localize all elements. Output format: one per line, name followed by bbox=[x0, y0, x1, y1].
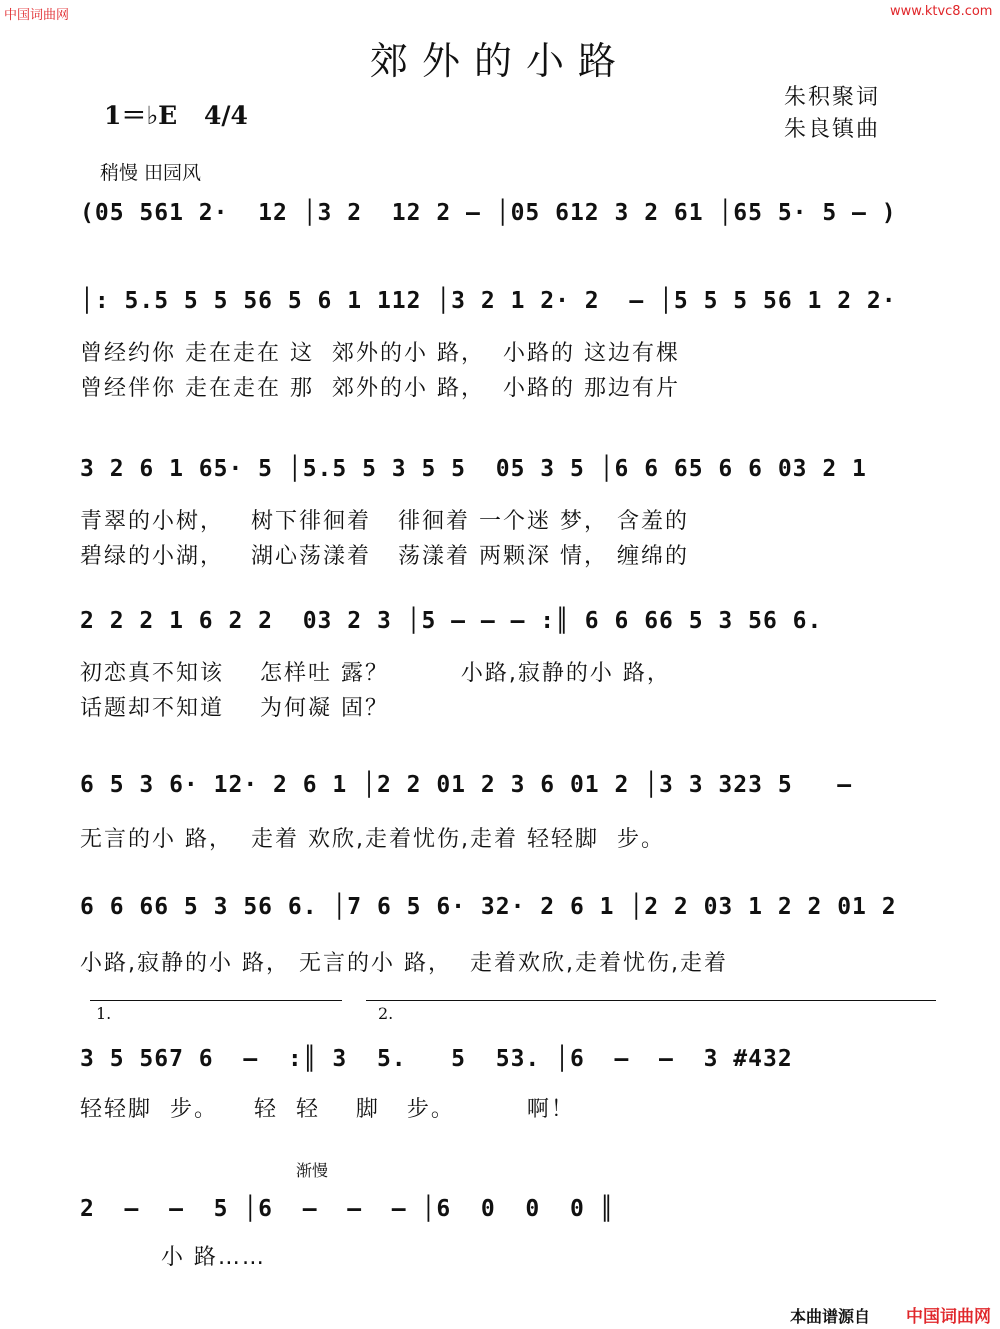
lyric-verse2-line-2: 曾经伴你 走在走在 那 郊外的小 路， 小路的 那边有片 bbox=[80, 376, 680, 401]
notation-line-8: 2 – – 5 │6 – – – │6 0 0 0 ║ bbox=[80, 1196, 615, 1222]
song-title: 郊外的小路 bbox=[369, 39, 630, 83]
footer-site[interactable]: 中国词曲网 bbox=[906, 1307, 991, 1327]
score-line-4 bbox=[80, 608, 936, 722]
score-line-3 bbox=[80, 456, 936, 570]
key-signature bbox=[104, 96, 248, 132]
score-line-6 bbox=[80, 894, 936, 977]
first-ending-bracket bbox=[90, 1000, 342, 1001]
score-line-7 bbox=[80, 1046, 936, 1123]
lyric-verse1-line-2: 曾经约你 走在走在 这 郊外的小 路， 小路的 这边有棵 bbox=[80, 341, 680, 366]
score-line-1 bbox=[80, 200, 936, 226]
first-ending-label: 1. bbox=[96, 1004, 112, 1023]
notation-line-3: 3 2 6 1 65· 5 │5.5 5 3 5 5 05 3 5 │6 6 65 6 6 03 2 1 bbox=[80, 456, 867, 482]
second-ending-label: 2. bbox=[378, 1004, 394, 1023]
lyric-line-8: 小 路…… bbox=[80, 1245, 266, 1270]
lyric-line-5: 无言的小 路， 走着 欢欣,走着忧伤,走着 轻轻脚 步。 bbox=[80, 827, 665, 852]
lyric-line-6: 小路,寂静的小 路， 无言的小 路， 走着欢欣,走着忧伤,走着 bbox=[80, 951, 728, 976]
ritardando-marking: 渐慢 bbox=[296, 1161, 329, 1180]
footer-source: 本曲谱源自 bbox=[790, 1307, 871, 1326]
watermark-right[interactable]: www.ktvc8.com bbox=[890, 4, 993, 19]
notation-line-4: 2 2 2 1 6 2 2 03 2 3 │5 – – – :║ 6 6 66 5 3 56 6. bbox=[80, 608, 823, 634]
score-line-2 bbox=[80, 288, 936, 402]
notation-line-2: │: 5.5 5 5 56 5 6 1 112 │3 2 1 2· 2 – │5 5 5 56 1 2 2· bbox=[80, 288, 897, 314]
key-signature-text: 1＝♭E bbox=[104, 101, 178, 130]
score-line-5 bbox=[80, 772, 936, 853]
notation-line-5: 6 5 3 6· 12· 2 6 1 │2 2 01 2 3 6 01 2 │3 3 323 5 – bbox=[80, 772, 853, 798]
lyric-verse2-line-4: 话题却不知道 为何凝 固？ bbox=[80, 696, 389, 721]
lyric-verse2-line-3: 碧绿的小湖， 湖心荡漾着 荡漾着 两颗深 情， 缠绵的 bbox=[80, 544, 689, 569]
tempo-marking: 稍慢 田园风 bbox=[100, 162, 202, 184]
lyric-verse1-line-3: 青翠的小树， 树下徘徊着 徘徊着 一个迷 梦， 含羞的 bbox=[80, 509, 689, 534]
lyric-line-7: 轻轻脚 步。 轻 轻 脚 步。 啊！ bbox=[80, 1097, 575, 1122]
watermark-left: 中国词曲网 bbox=[4, 8, 70, 23]
second-ending-bracket bbox=[366, 1000, 936, 1001]
composer: 朱良镇曲 bbox=[784, 117, 881, 142]
lyric-verse1-line-4: 初恋真不知该 怎样吐 露？ 小路,寂静的小 路， bbox=[80, 661, 671, 686]
time-signature: 4/4 bbox=[203, 101, 248, 130]
notation-line-6: 6 6 66 5 3 56 6. │7 6 5 6· 32· 2 6 1 │2 2 03 1 2 2 01 2 bbox=[80, 894, 897, 920]
notation-line-1: (05 561 2· 12 │3 2 12 2 – │05 612 3 2 61 │65 5· 5 – ) bbox=[80, 200, 897, 226]
lyricist: 朱积聚词 bbox=[784, 85, 881, 110]
notation-line-7: 3 5 567 6 – :║ 3 5. 5 53. │6 – – 3 #432 bbox=[80, 1046, 793, 1072]
score-line-8 bbox=[80, 1196, 936, 1271]
